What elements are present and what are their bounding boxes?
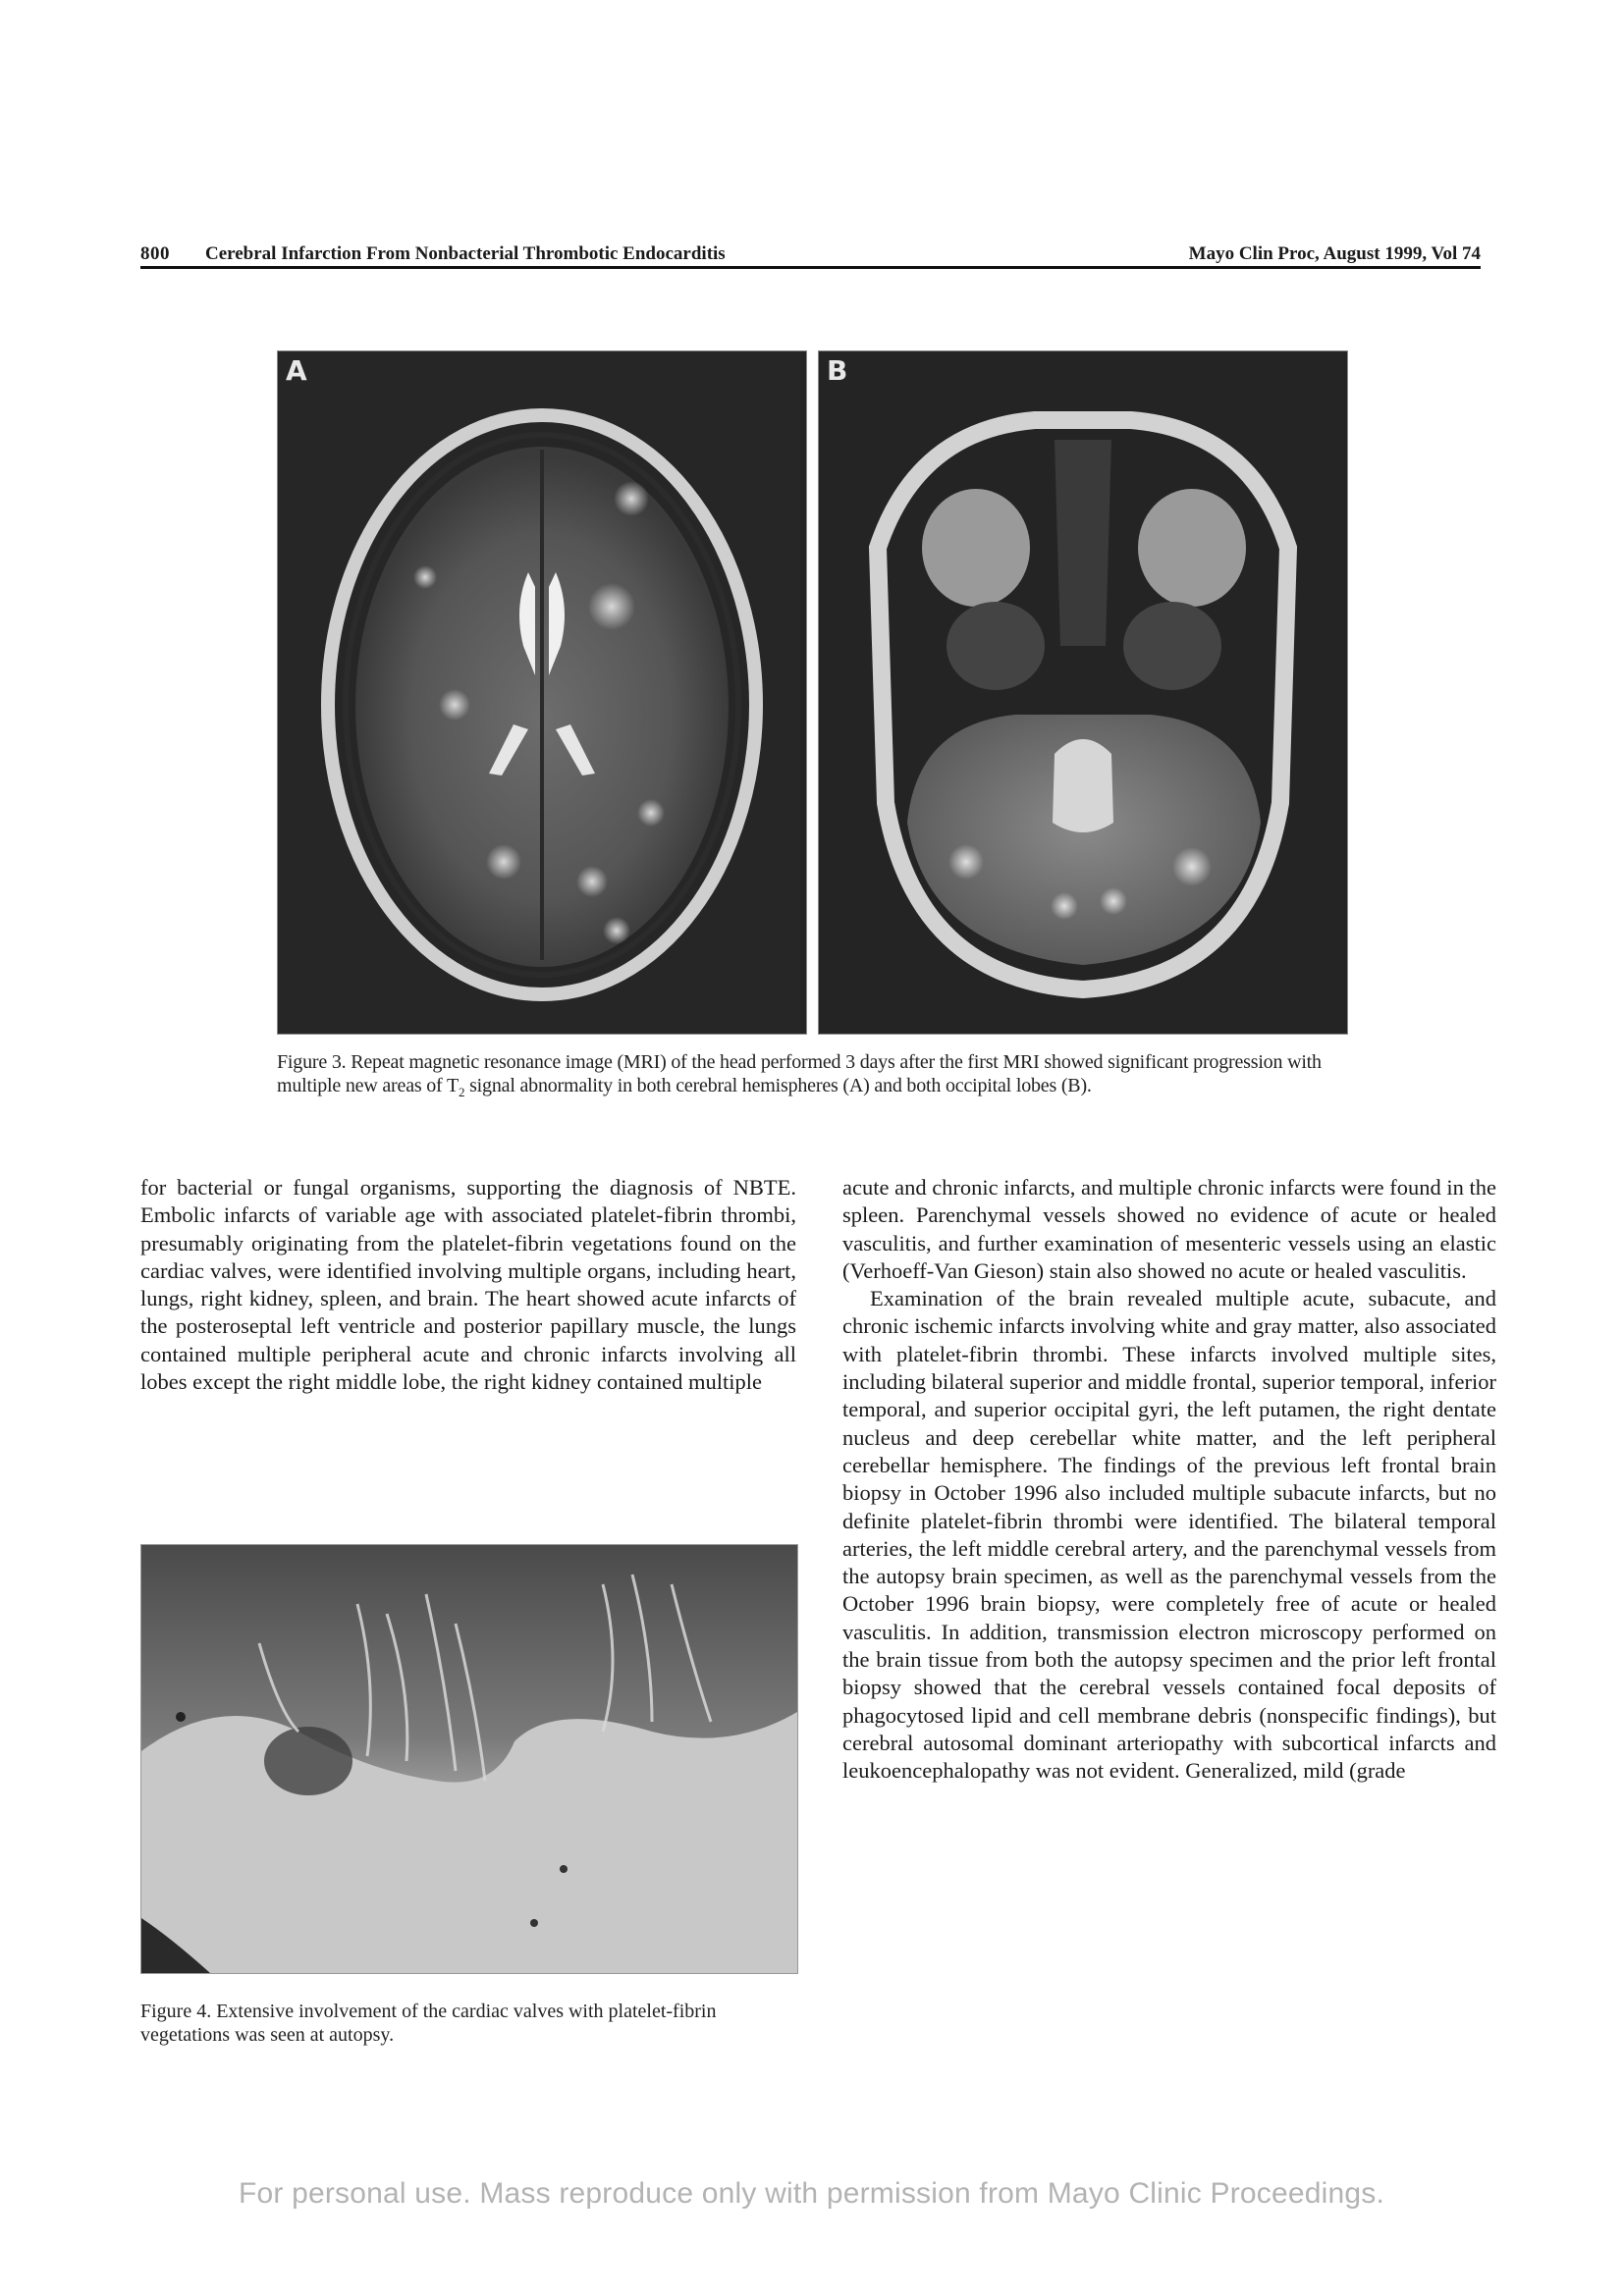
figure3-panel-b-mri-image (818, 350, 1348, 1035)
figure3-caption-text: Figure 3. Repeat magnetic resonance image (MRI) of the head performed 3 days after the first MRI showed significant progression with multiple new areas of T (277, 1051, 1322, 1096)
panel-label-b: B (827, 354, 848, 387)
figure3-caption-subscript: 2 (458, 1085, 465, 1099)
right-column (842, 1174, 1496, 1786)
figure3-caption (277, 1050, 1347, 1097)
cardiac-valve-image (141, 1545, 797, 1973)
figure4-autopsy-photo (140, 1544, 798, 1974)
mri-axial-ventricles-image (278, 351, 806, 1034)
running-header (140, 242, 1481, 269)
figure3-panel-a-mri-image (277, 350, 807, 1035)
article-title: Cerebral Infarction From Nonbacterial Thrombotic Endocarditis (205, 243, 726, 264)
copyright-notice: For personal use. Mass reproduce only with permission from Mayo Clinic Proceedings. (238, 2177, 1385, 2210)
figure3-caption-text-end: signal abnormality in both cerebral hemispheres (A) and both occipital lobes (B). (464, 1075, 1092, 1096)
figure4-caption: Figure 4. Extensive involvement of the cardiac valves with platelet-fibrin vegetations was seen at autopsy. (140, 2001, 717, 2046)
mri-axial-cerebellum-image (819, 351, 1347, 1034)
body-paragraph: Examination of the brain revealed multiple acute, subacute, and chronic ischemic infarcts involving white and gray matter, also associated with platelet-fibrin thrombi. These infarcts involved multiple sites, including bilateral superior and middle frontal, superior temporal, inferior temporal, and superior occipital gyri, the left putamen, the right dentate nucleus and deep cerebellar white matter, and the left peripheral cerebellar hemisphere. The findings of the previous left frontal brain biopsy in October 1996 also included multiple subacute infarcts, but no definite platelet-fibrin thrombi were identified. The bilateral temporal arteries, the left middle cerebral artery, and the parenchymal vessels from the autopsy brain specimen, as well as the parenchymal vessels from the October 1996 brain biopsy, were completely free of acute or healed vasculitis. In addition, transmission electron microscopy performed on the brain tissue from both the autopsy specimen and the prior left frontal biopsy showed that the cerebral vessels contained focal deposits of phagocytosed lipid and cell membrane debris (nonspecific findings), but cerebral autosomal dominant arteriopathy with subcortical infarcts and leukoencephalopathy was not evident. Generalized, mild (grade (842, 1286, 1496, 1784)
panel-label-a: A (286, 354, 307, 387)
page-number: 800 (140, 243, 170, 264)
left-column (140, 1174, 796, 1396)
body-paragraph: for bacterial or fungal organisms, supporting the diagnosis of NBTE. Embolic infarcts of variable age with associated platelet-fibrin thrombi, presumably originating from the platelet-fibrin vegetations found on the cardiac valves, were identified involving multiple organs, including heart, lungs, right kidney, spleen, and brain. The heart showed acute infarcts of the posteroseptal left ventricle and posterior papillary muscle, the lungs contained multiple peripheral acute and chronic infarcts involving all lobes except the right middle lobe, the right kidney contained multiple (140, 1175, 796, 1395)
body-paragraph: acute and chronic infarcts, and multiple chronic infarcts were found in the spleen. Parenchymal vessels showed no evidence of acute or healed vasculitis, and further examination of mesenteric vessels using an elastic (Verhoeff-Van Gieson) stain also showed no acute or healed vasculitis. (842, 1175, 1496, 1283)
journal-citation: Mayo Clin Proc, August 1999, Vol 74 (1188, 243, 1481, 264)
